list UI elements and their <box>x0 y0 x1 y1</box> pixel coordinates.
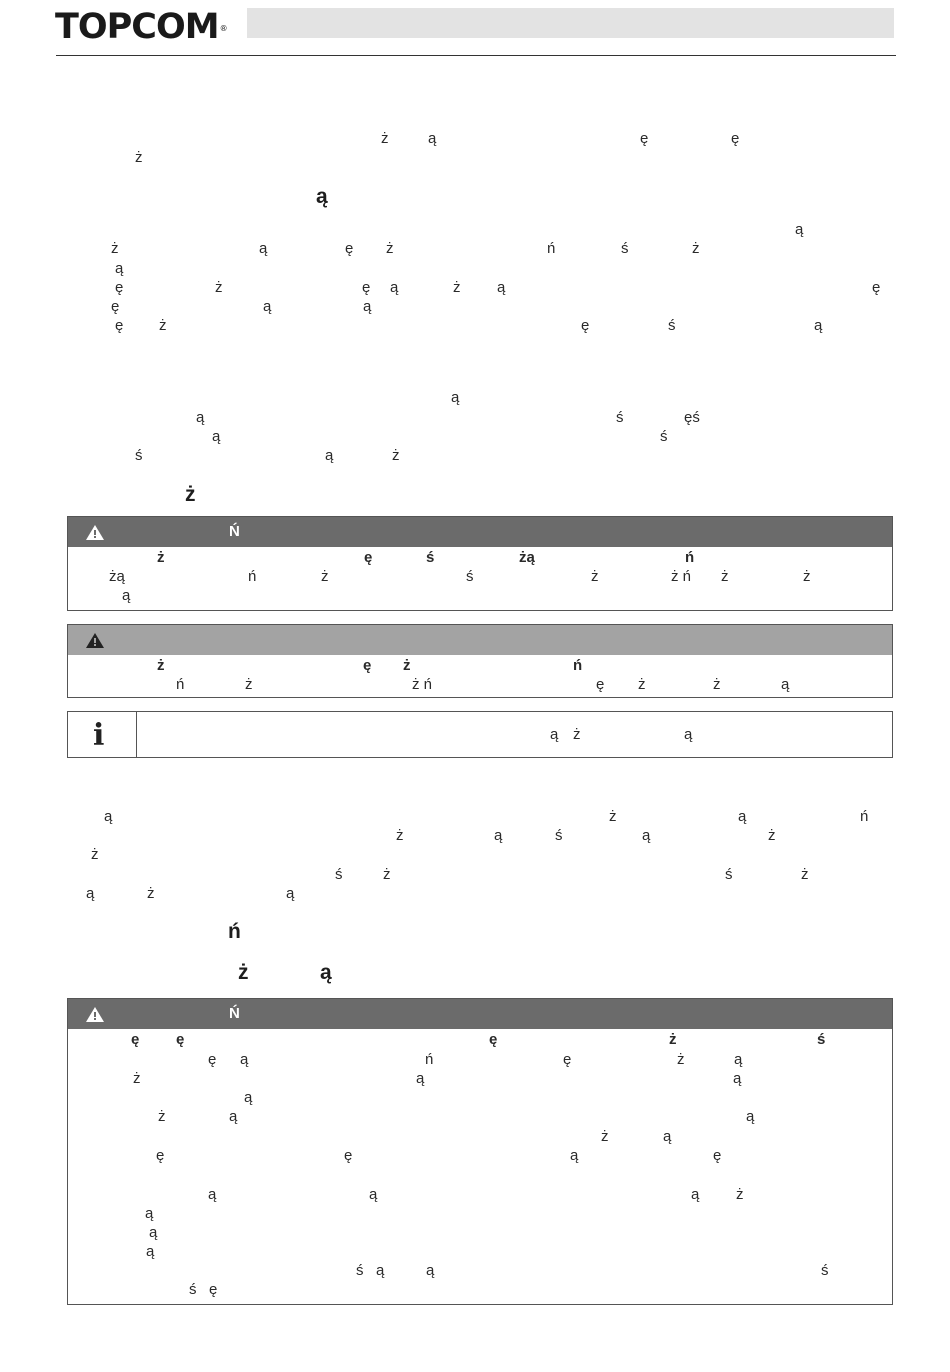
text-glyph: ś <box>335 866 343 883</box>
text-glyph: ę <box>713 1147 722 1164</box>
warning-box-header <box>68 517 892 547</box>
text-glyph: ż <box>392 447 400 464</box>
text-glyph: ż <box>713 676 721 693</box>
registered-mark: ® <box>219 24 227 33</box>
text-glyph: ż <box>321 568 329 585</box>
text-glyph: ż <box>801 866 809 883</box>
text-glyph: ę <box>209 1281 218 1298</box>
text-glyph: ę <box>489 1031 498 1048</box>
text-glyph: ą <box>146 1243 155 1260</box>
text-glyph: ż <box>573 726 581 743</box>
text-glyph: ą <box>550 726 559 743</box>
text-glyph: ż <box>381 130 389 147</box>
text-glyph: ę <box>115 279 124 296</box>
text-glyph: ą <box>325 447 334 464</box>
text-glyph: ę <box>344 1147 353 1164</box>
text-glyph: ż <box>245 676 253 693</box>
warning-triangle-icon <box>86 633 104 648</box>
text-glyph: ś <box>725 866 733 883</box>
text-glyph: ę <box>596 676 605 693</box>
text-glyph: ą <box>376 1262 385 1279</box>
text-glyph: ż <box>386 240 394 257</box>
warning-triangle-icon <box>86 525 104 540</box>
text-glyph: ż <box>383 866 391 883</box>
header-rule <box>56 55 896 56</box>
warning-triangle-icon <box>86 1007 104 1022</box>
text-glyph: ę <box>581 317 590 334</box>
text-glyph: ż <box>609 808 617 825</box>
text-glyph: ś <box>821 1262 829 1279</box>
text-glyph: ń <box>573 657 583 674</box>
text-glyph: ę <box>131 1031 140 1048</box>
text-glyph: ż <box>669 1031 677 1048</box>
caution-box-header <box>68 625 892 655</box>
text-glyph: ą <box>390 279 399 296</box>
warning-box-title-glyph: Ń <box>229 1005 240 1022</box>
text-glyph: ż <box>133 1070 141 1087</box>
text-glyph: ą <box>229 1108 238 1125</box>
text-glyph: ą <box>733 1070 742 1087</box>
text-glyph: ę <box>176 1031 185 1048</box>
text-glyph: ń <box>176 676 185 693</box>
caution-box <box>67 624 893 698</box>
text-glyph: ś <box>660 428 668 445</box>
text-glyph: ż <box>638 676 646 693</box>
text-glyph: ż <box>692 240 700 257</box>
warning-box-title-glyph: Ń <box>229 523 240 540</box>
section-heading-glyph: ą <box>320 961 332 984</box>
text-glyph: ą <box>263 298 272 315</box>
text-glyph: ą <box>286 885 295 902</box>
text-glyph: ą <box>814 317 823 334</box>
section-heading-glyph: ż <box>238 961 249 984</box>
text-glyph: ą <box>363 298 372 315</box>
text-glyph: ż <box>215 279 223 296</box>
text-glyph: ą <box>642 827 651 844</box>
text-glyph: ę <box>563 1051 572 1068</box>
text-glyph: ą <box>115 260 124 277</box>
text-glyph: ż <box>453 279 461 296</box>
text-glyph: ą <box>663 1128 672 1145</box>
text-glyph: ą <box>781 676 790 693</box>
text-glyph: ą <box>684 726 693 743</box>
text-glyph: ę <box>731 130 740 147</box>
text-glyph: ż <box>768 827 776 844</box>
section-heading-glyph: ż <box>185 483 196 506</box>
info-icon: i <box>93 718 105 753</box>
text-glyph: ą <box>196 409 205 426</box>
text-glyph: ą <box>416 1070 425 1087</box>
text-glyph: ą <box>208 1186 217 1203</box>
text-glyph: ż <box>157 549 165 566</box>
warning-box-large <box>67 998 893 1305</box>
text-glyph: ę <box>156 1147 165 1164</box>
text-glyph: ż ń <box>671 568 692 585</box>
text-glyph: ą <box>497 279 506 296</box>
text-glyph: ę <box>111 298 120 315</box>
text-glyph: ż <box>601 1128 609 1145</box>
section-heading-glyph: ń <box>228 920 241 943</box>
text-glyph: ą <box>734 1051 743 1068</box>
text-glyph: ą <box>240 1051 249 1068</box>
text-glyph: ż <box>158 1108 166 1125</box>
text-glyph: ą <box>451 389 460 406</box>
text-glyph: ś <box>189 1281 197 1298</box>
text-glyph: ą <box>691 1186 700 1203</box>
text-glyph: ń <box>547 240 556 257</box>
text-glyph: ą <box>259 240 268 257</box>
text-glyph: ą <box>86 885 95 902</box>
text-glyph: ę <box>362 279 371 296</box>
text-glyph: ń <box>425 1051 434 1068</box>
text-glyph: ż <box>147 885 155 902</box>
text-glyph: ś <box>668 317 676 334</box>
text-glyph: ż <box>159 317 167 334</box>
text-glyph: żą <box>109 568 125 585</box>
text-glyph: ą <box>426 1262 435 1279</box>
text-glyph: ś <box>616 409 624 426</box>
text-glyph: ż <box>157 657 165 674</box>
text-glyph: ą <box>746 1108 755 1125</box>
text-glyph: ń <box>248 568 257 585</box>
text-glyph: ż <box>111 240 119 257</box>
text-glyph: ż <box>591 568 599 585</box>
text-glyph: ś <box>555 827 563 844</box>
text-glyph: ż <box>721 568 729 585</box>
text-glyph: ę <box>363 657 372 674</box>
text-glyph: ń <box>685 549 695 566</box>
text-glyph: ś <box>621 240 629 257</box>
text-glyph: ż <box>677 1051 685 1068</box>
text-glyph: ś <box>426 549 435 566</box>
text-glyph: ż <box>135 149 143 166</box>
text-glyph: ęś <box>684 409 700 426</box>
text-glyph: ą <box>738 808 747 825</box>
text-glyph: ń <box>860 808 869 825</box>
text-glyph: ę <box>345 240 354 257</box>
topcom-logo <box>55 6 227 48</box>
text-glyph: ą <box>149 1224 158 1241</box>
text-glyph: żą <box>519 549 535 566</box>
text-glyph: ż <box>91 846 99 863</box>
text-glyph: ą <box>369 1186 378 1203</box>
text-glyph: ę <box>364 549 373 566</box>
text-glyph: ą <box>244 1089 253 1106</box>
text-glyph: ż <box>403 657 411 674</box>
text-glyph: ą <box>428 130 437 147</box>
text-glyph: ę <box>208 1051 217 1068</box>
text-glyph: ą <box>122 587 131 604</box>
text-glyph: ą <box>570 1147 579 1164</box>
text-glyph: ą <box>212 428 221 445</box>
text-glyph: ż <box>803 568 811 585</box>
info-icon-cell <box>68 712 137 757</box>
text-glyph: ś <box>466 568 474 585</box>
header-bar <box>247 8 894 38</box>
text-glyph: ś <box>356 1262 364 1279</box>
text-glyph: ą <box>494 827 503 844</box>
warning-box <box>67 516 893 611</box>
section-heading-glyph: ą <box>316 185 328 208</box>
text-glyph: ę <box>640 130 649 147</box>
warning-box-large-header <box>68 999 892 1029</box>
text-glyph: ę <box>872 279 881 296</box>
text-glyph: ą <box>104 808 113 825</box>
text-glyph: ś <box>817 1031 826 1048</box>
text-glyph: ą <box>795 221 804 238</box>
text-glyph: ą <box>145 1205 154 1222</box>
info-box <box>67 711 893 758</box>
text-glyph: ż <box>736 1186 744 1203</box>
text-glyph: ż <box>396 827 404 844</box>
text-glyph: ż ń <box>412 676 433 693</box>
text-glyph: ę <box>115 317 124 334</box>
text-glyph: ś <box>135 447 143 464</box>
logo-text: TOPCOM <box>55 7 219 47</box>
